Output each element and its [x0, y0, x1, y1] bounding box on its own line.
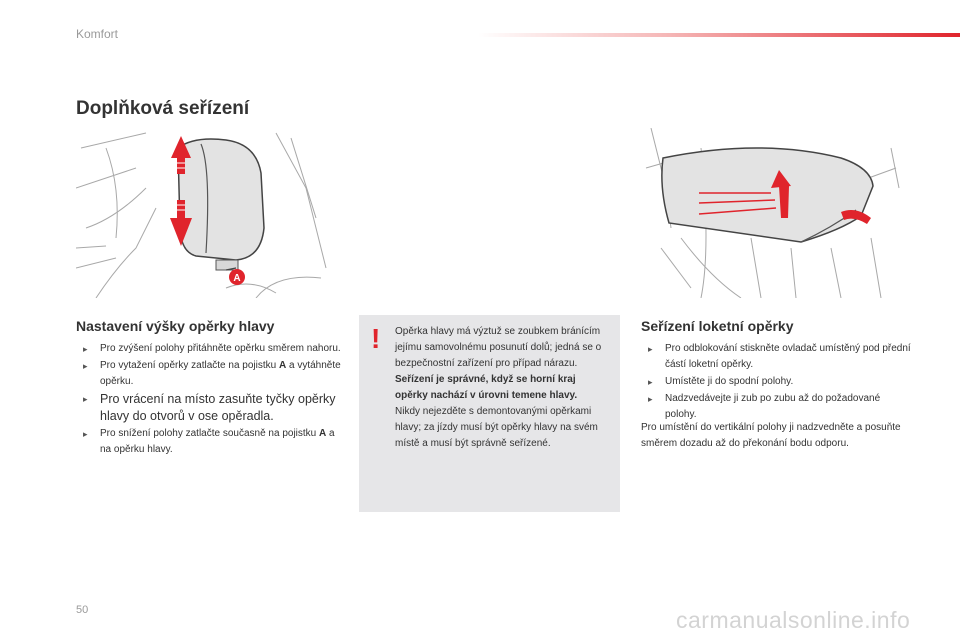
- headrest-heading: Nastavení výšky opěrky hlavy: [76, 318, 275, 334]
- header-accent-bar: [478, 33, 960, 37]
- bullet-icon: ▸: [83, 394, 88, 404]
- bullet-icon: ▸: [83, 429, 88, 439]
- armrest-heading: Seřízení loketní opěrky: [641, 318, 794, 334]
- bullet-icon: ▸: [648, 394, 653, 404]
- headrest-steps: [76, 341, 346, 459]
- warning-icon: !: [371, 323, 381, 354]
- list-item: ▸ Nadzvedávejte ji zub po zubu až do požadované polohy.: [648, 393, 881, 420]
- warning-box: [359, 315, 620, 512]
- armrest-steps: [641, 341, 911, 424]
- armrest-paragraph: Pro umístění do vertikální polohy ji nadzvedněte a posuňte směrem dozadu až do překonání bodu odporu.: [641, 422, 901, 449]
- headrest-illustration: [76, 128, 328, 298]
- bullet-icon: ▸: [648, 344, 653, 354]
- section-title: Komfort: [76, 27, 119, 41]
- page-number: 50: [76, 604, 89, 616]
- bullet-icon: ▸: [83, 361, 88, 371]
- list-item: ▸ Pro snížení polohy zatlačte současně na pojistku A a na opěrku hlavy.: [83, 428, 335, 455]
- list-item: ▸ Pro vrácení na místo zasuňte tyčky opěrky hlavy do otvorů v ose opěradla.: [83, 392, 336, 423]
- page-title: Doplňková seřízení: [76, 98, 250, 119]
- list-item: ▸ Pro odblokování stiskněte ovladač umístěný pod přední částí loketní opěrky.: [648, 343, 911, 370]
- watermark: carmanualsonline.info: [676, 607, 911, 633]
- armrest-illustration: [641, 128, 903, 298]
- bullet-icon: ▸: [648, 377, 653, 387]
- list-item: ▸ Pro zvýšení polohy přitáhněte opěrku směrem nahoru.: [76, 341, 346, 357]
- list-item: ▸ Umístěte ji do spodní polohy.: [641, 374, 911, 390]
- warning-text: Opěrka hlavy má výztuž se zoubkem bránícím jejímu samovolnému posunutí dolů; jedná se o bezpečnostní zařízení pro případ nárazu. Seřízení je správné, když se horní kraj opěrky nachází v úrovni temene hlavy. Nikdy nejezděte s demontovanými opěrkami hlavy; za jízdy musí být opěrky hlavy na svém místě a musí být správně seřízené.: [395, 326, 602, 449]
- bullet-icon: ▸: [83, 344, 88, 354]
- list-item: ▸ Pro vytažení opěrky zatlačte na pojistku A a vytáhněte opěrku.: [83, 360, 341, 387]
- marker-a-label: A: [233, 273, 241, 284]
